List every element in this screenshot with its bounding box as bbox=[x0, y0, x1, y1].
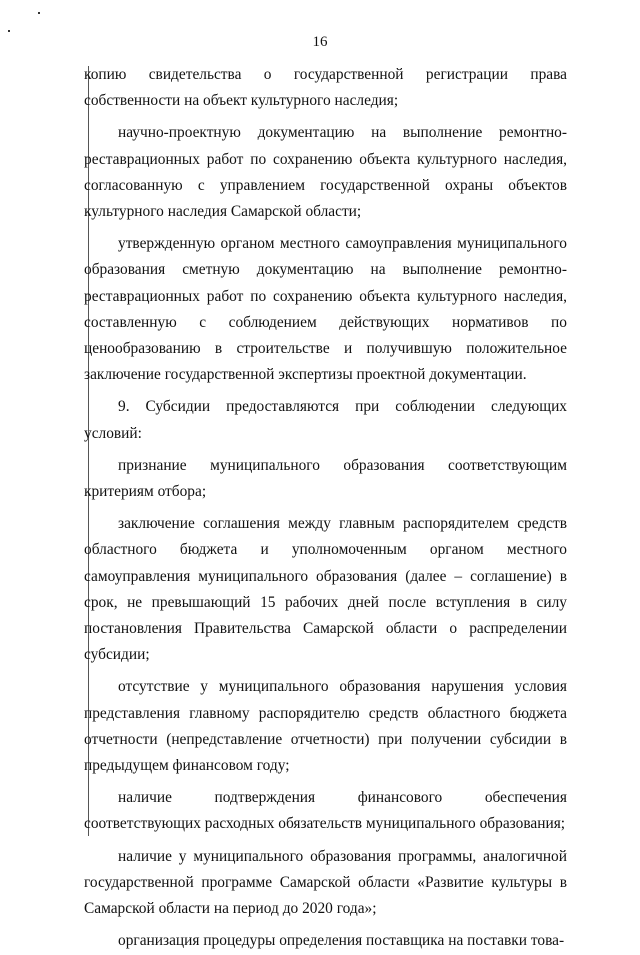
scan-speck bbox=[38, 12, 40, 14]
paragraph-estimate-docs: утвержденную органом местного самоуправления муниципального образования сметную документацию на выполнение ремонтно-реставрационных работ по сохранению объекта культурного наследия, составленную с соблюдением действующих нормативов по ценообразованию в строительстве и получившую положительное заключение государственной экспертизы проектной документации. bbox=[84, 235, 567, 384]
paragraph-agreement: заключение соглашения между главным распорядителем средств областного бюджета и уполномоченным органом местного самоуправления муниципального образования (далее – соглашение) в срок, не превышающий 15 рабочих дней после вступления в силу постановления Правительства Самарской области о распределении субсидии; bbox=[84, 515, 567, 664]
paragraph-design-docs: научно-проектную документацию на выполнение ремонтно-реставрационных работ по сохранению объекта культурного наследия, согласованную с управлением государственной охраны объектов культурного наследия Самарской области; bbox=[84, 124, 567, 221]
paragraph-criteria: признание муниципального образования соответствующим критериям отбора; bbox=[84, 456, 567, 501]
document-body bbox=[84, 62, 567, 955]
scan-speck bbox=[8, 30, 10, 32]
paragraph-program: наличие у муниципального образования программы, аналогичной государственной программе Самарской области «Развитие культуры в Самарской области на период до 2020 года»; bbox=[84, 847, 567, 918]
paragraph-procurement: организация процедуры определения поставщика на поставки това- bbox=[118, 932, 565, 950]
paragraph-financial-confirmation: наличие подтверждения финансового обеспечения соответствующих расходных обязательств муниципального образования; bbox=[84, 789, 567, 833]
paragraph-ownership-certificate: копию свидетельства о государственной регистрации права собственности на объект культурного наследия; bbox=[84, 66, 567, 110]
paragraph-reporting: отсутствие у муниципального образования нарушения условия представления главному распорядителю средств областного бюджета отчетности (непредставление отчетности) при получении субсидии в предыдущем финансовом году; bbox=[84, 678, 567, 775]
page-number: 16 bbox=[312, 34, 328, 50]
paragraph-subsidy-conditions-heading: 9. Субсидии предоставляются при соблюдении следующих условий: bbox=[84, 398, 567, 442]
